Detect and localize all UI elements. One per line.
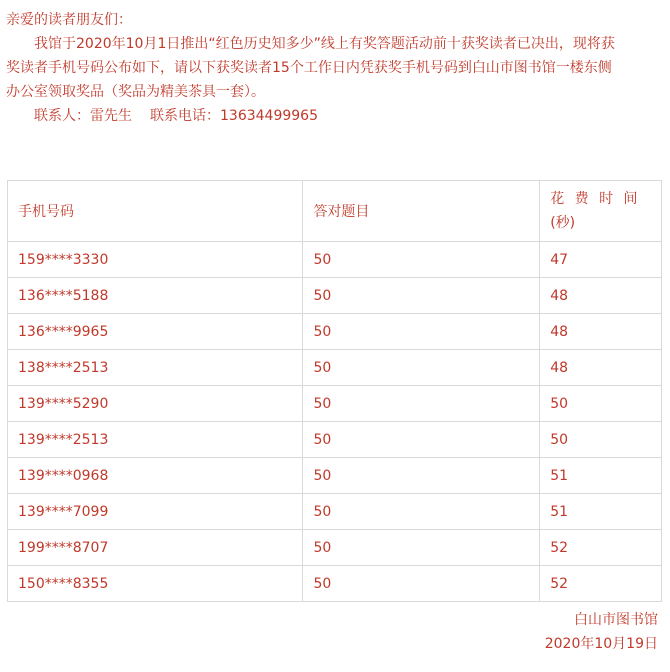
greeting: 亲爱的读者朋友们： <box>6 12 132 28</box>
notice-paragraph-line-2: 奖读者手机号码公布如下，请以下获奖读者15个工作日内凭获奖手机号码到白山市图书馆一楼东侧 <box>6 60 612 76</box>
header-row <box>8 181 662 242</box>
cell-time: 52 <box>540 566 662 602</box>
winners-table <box>7 180 662 602</box>
cell-score: 50 <box>303 278 540 314</box>
winners-table-header <box>8 181 662 242</box>
cell-score: 50 <box>303 314 540 350</box>
announcement-notice <box>0 0 670 128</box>
cell-time: 51 <box>540 494 662 530</box>
cell-score: 50 <box>303 566 540 602</box>
winners-table-body <box>8 242 662 602</box>
notice-paragraph-line-1: 我馆于2020年10月1日推出“红色历史知多少”线上有奖答题活动前十获奖读者已决出，现将获 <box>34 36 615 52</box>
cell-phone: 199****8707 <box>8 530 303 566</box>
cell-phone: 139****2513 <box>8 422 303 458</box>
cell-score: 50 <box>303 350 540 386</box>
header-time-label: 花 费 时 间 <box>550 191 641 207</box>
contact-phone: 联系电话：13634499965 <box>150 108 318 124</box>
cell-score: 50 <box>303 458 540 494</box>
notice-paragraph-line-3: 办公室领取奖品（奖品为精美茶具一套）。 <box>6 84 265 100</box>
header-phone: 手机号码 <box>8 181 303 242</box>
header-time <box>540 181 662 242</box>
table-row <box>8 458 662 494</box>
signature-organization: 白山市图书馆 <box>574 612 658 628</box>
signature-date: 2020年10月19日 <box>544 636 658 652</box>
cell-time: 48 <box>540 314 662 350</box>
cell-phone: 136****9965 <box>8 314 303 350</box>
table-row <box>8 386 662 422</box>
cell-phone: 150****8355 <box>8 566 303 602</box>
cell-time: 48 <box>540 278 662 314</box>
contact-line <box>0 104 670 128</box>
cell-phone: 139****5290 <box>8 386 303 422</box>
cell-phone: 159****3330 <box>8 242 303 278</box>
table-row <box>8 314 662 350</box>
cell-time: 48 <box>540 350 662 386</box>
table-row <box>8 530 662 566</box>
cell-time: 51 <box>540 458 662 494</box>
cell-time: 50 <box>540 386 662 422</box>
table-row <box>8 494 662 530</box>
header-score: 答对题目 <box>303 181 540 242</box>
cell-time: 50 <box>540 422 662 458</box>
table-row <box>8 566 662 602</box>
cell-phone: 139****7099 <box>8 494 303 530</box>
table-row <box>8 422 662 458</box>
contact-person: 联系人：雷先生 <box>34 108 132 124</box>
table-row <box>8 242 662 278</box>
cell-score: 50 <box>303 494 540 530</box>
table-row <box>8 278 662 314</box>
header-time-unit: (秒) <box>550 215 576 231</box>
cell-time: 47 <box>540 242 662 278</box>
signature-block <box>545 608 658 656</box>
cell-phone: 139****0968 <box>8 458 303 494</box>
cell-score: 50 <box>303 242 540 278</box>
cell-score: 50 <box>303 422 540 458</box>
cell-score: 50 <box>303 530 540 566</box>
table-row <box>8 350 662 386</box>
cell-phone: 138****2513 <box>8 350 303 386</box>
cell-time: 52 <box>540 530 662 566</box>
cell-phone: 136****5188 <box>8 278 303 314</box>
cell-score: 50 <box>303 386 540 422</box>
